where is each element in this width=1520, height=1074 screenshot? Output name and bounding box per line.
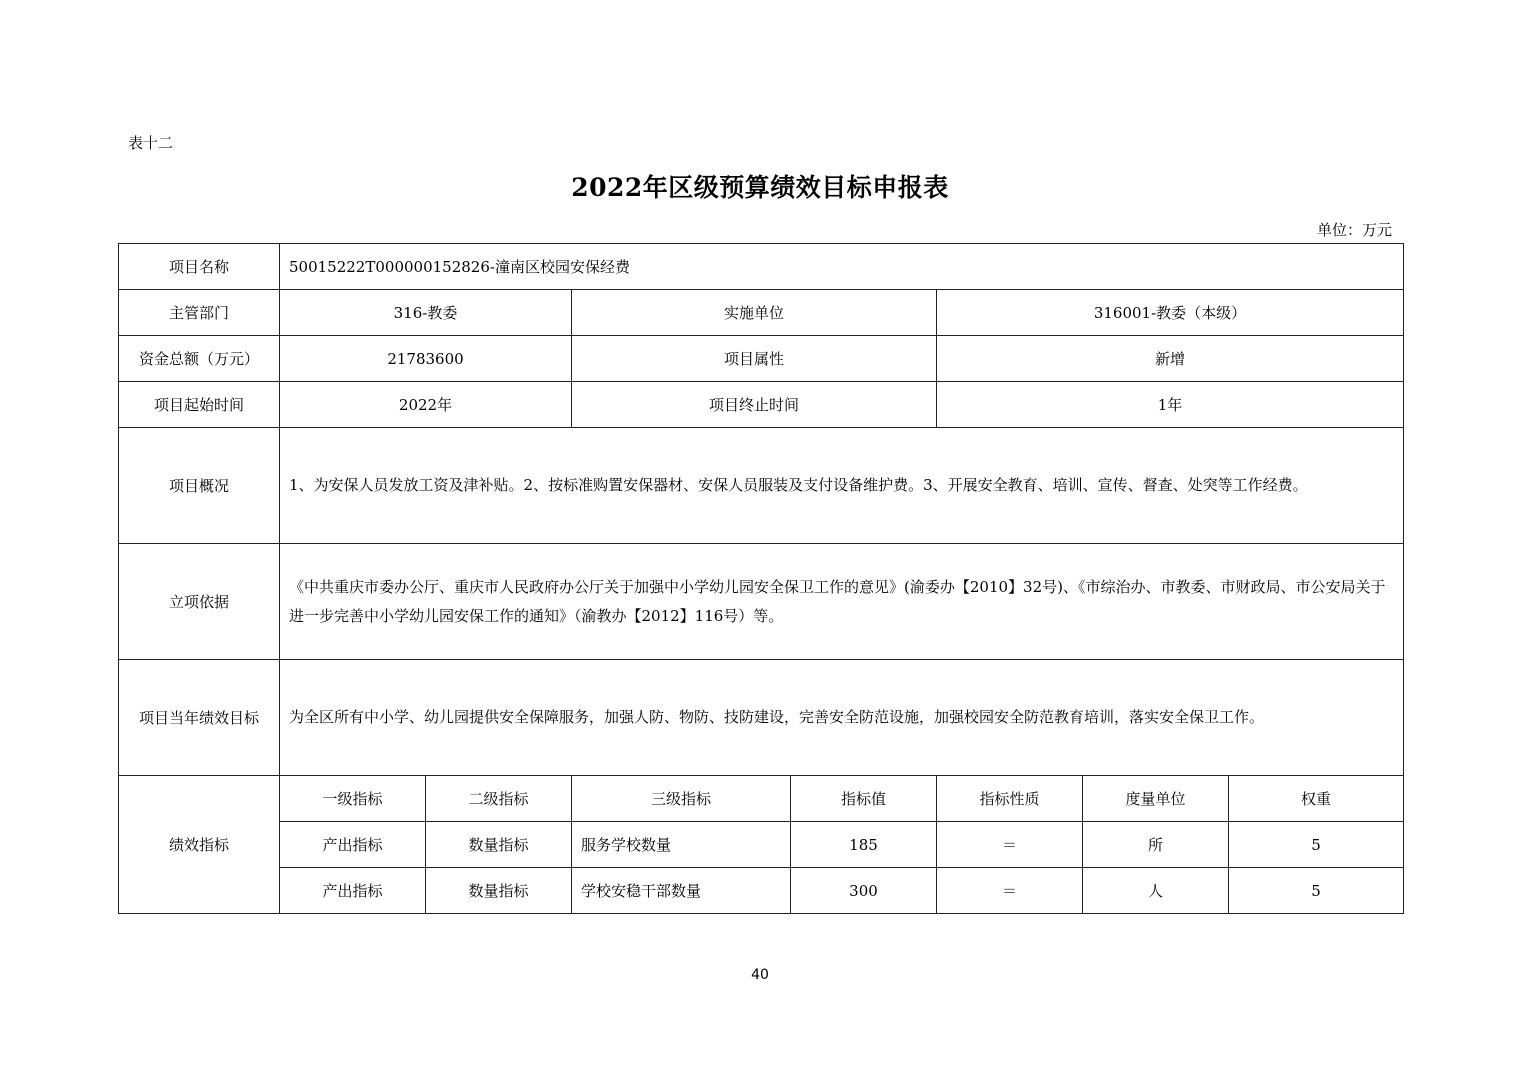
indicator-value: 185 [791,822,937,868]
header-level1: 一级指标 [280,776,426,822]
implementing-unit-value: 316001-教委（本级） [937,290,1404,336]
basis-text: 《中共重庆市委办公厅、重庆市人民政府办公厅关于加强中小学幼儿园安全保卫工作的意见》(渝委办【2010】32号)、《市综治办、市教委、市财政局、市公安局关于进一步完善中小学幼儿园安保工作的通知》（渝教办【2012】116号）等。 [280,544,1404,660]
overview-text: 1、为安保人员发放工资及津补贴。2、按标准购置安保器材、安保人员服装及支付设备维护费。3、开展安全教育、培训、宣传、督查、处突等工作经费。 [280,428,1404,544]
start-time-label: 项目起始时间 [119,382,280,428]
basis-label: 立项依据 [119,544,280,660]
document-title: 2022年区级预算绩效目标申报表 [571,173,949,202]
indicator-value: 300 [791,868,937,914]
end-time-label: 项目终止时间 [572,382,937,428]
indicator-header-row [119,776,1404,822]
indicator-nature: ＝ [937,868,1083,914]
implementing-unit-label: 实施单位 [572,290,937,336]
funds-value: 21783600 [280,336,572,382]
row-project-name [119,244,1404,290]
goal-text: 为全区所有中小学、幼儿园提供安全保障服务，加强人防、物防、技防建设，完善安全防范设施，加强校园安全防范教育培训，落实安全保卫工作。 [280,660,1404,776]
indicator-level1: 产出指标 [280,868,426,914]
indicator-unit: 所 [1083,822,1229,868]
header-weight: 权重 [1229,776,1404,822]
row-overview [119,428,1404,544]
unit-label: 单位：万元 [1316,221,1392,239]
project-attribute-value: 新增 [937,336,1404,382]
department-value: 316-教委 [280,290,572,336]
project-name-value: 50015222T000000152826-潼南区校园安保经费 [280,244,1404,290]
table-row [119,822,1404,868]
row-time [119,382,1404,428]
header-level3: 三级指标 [572,776,791,822]
indicator-weight: 5 [1229,822,1404,868]
indicator-weight: 5 [1229,868,1404,914]
department-label: 主管部门 [119,290,280,336]
project-attribute-label: 项目属性 [572,336,937,382]
funds-label: 资金总额（万元） [119,336,280,382]
overview-label: 项目概况 [119,428,280,544]
row-funds [119,336,1404,382]
row-basis [119,544,1404,660]
goal-label: 项目当年绩效目标 [119,660,280,776]
row-goal [119,660,1404,776]
header-level2: 二级指标 [426,776,572,822]
table-label: 表十二 [128,134,174,152]
header-unit: 度量单位 [1083,776,1229,822]
indicators-label: 绩效指标 [119,776,280,914]
header-value: 指标值 [791,776,937,822]
start-time-value: 2022年 [280,382,572,428]
header-nature: 指标性质 [937,776,1083,822]
indicator-level2: 数量指标 [426,822,572,868]
indicator-level3: 学校安稳干部数量 [572,868,791,914]
indicator-level3: 服务学校数量 [572,822,791,868]
performance-target-table [118,243,1404,914]
indicator-level1: 产出指标 [280,822,426,868]
page-number: 40 [751,967,769,983]
indicator-nature: ＝ [937,822,1083,868]
table-row [119,868,1404,914]
indicator-unit: 人 [1083,868,1229,914]
indicator-level2: 数量指标 [426,868,572,914]
row-department [119,290,1404,336]
project-name-label: 项目名称 [119,244,280,290]
end-time-value: 1年 [937,382,1404,428]
